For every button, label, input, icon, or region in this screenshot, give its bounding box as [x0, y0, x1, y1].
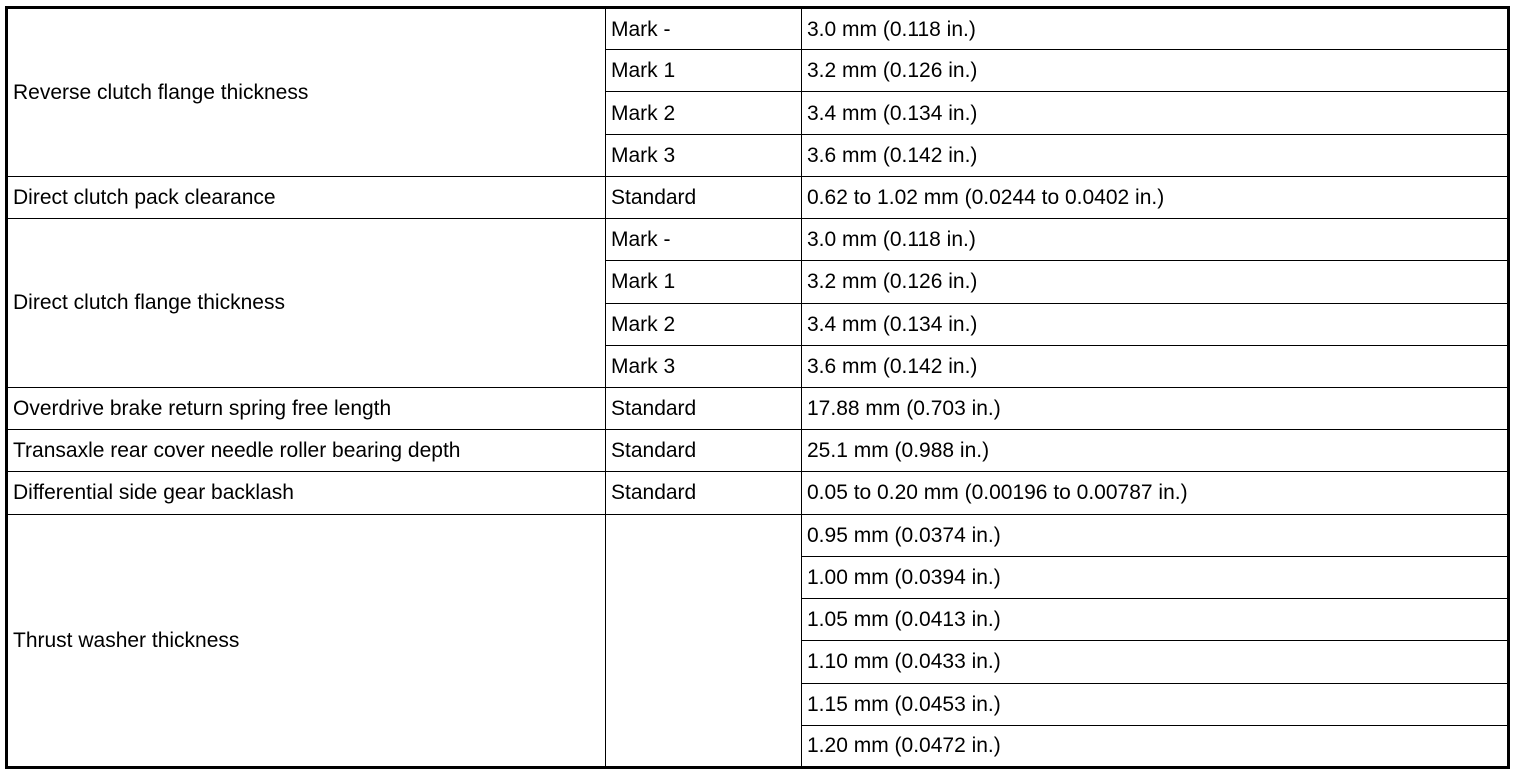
spec-value-cell: 3.2 mm (0.126 in.)	[802, 261, 1509, 303]
spec-value-cell: 0.05 to 0.20 mm (0.00196 to 0.00787 in.)	[802, 472, 1509, 514]
spec-value-cell: 1.05 mm (0.0413 in.)	[802, 599, 1509, 641]
spec-value-cell: 3.2 mm (0.126 in.)	[802, 50, 1509, 92]
spec-value-cell: 3.4 mm (0.134 in.)	[802, 92, 1509, 134]
spec-item-cell: Reverse clutch flange thickness	[7, 8, 606, 177]
spec-value-cell: 17.88 mm (0.703 in.)	[802, 387, 1509, 429]
spec-value-cell: 1.00 mm (0.0394 in.)	[802, 556, 1509, 598]
spec-item-cell: Thrust washer thickness	[7, 514, 606, 767]
spec-value-cell: 3.4 mm (0.134 in.)	[802, 303, 1509, 345]
spec-condition-cell: Standard	[606, 430, 802, 472]
spec-condition-cell	[606, 514, 802, 767]
table-row	[7, 472, 1509, 514]
spec-condition-cell: Mark 2	[606, 303, 802, 345]
table-row	[7, 219, 1509, 261]
spec-value-cell: 25.1 mm (0.988 in.)	[802, 430, 1509, 472]
spec-condition-cell: Mark 2	[606, 92, 802, 134]
spec-condition-cell: Standard	[606, 176, 802, 218]
specification-table	[5, 6, 1510, 769]
spec-value-cell: 0.95 mm (0.0374 in.)	[802, 514, 1509, 556]
spec-condition-cell: Mark 1	[606, 50, 802, 92]
spec-value-cell: 3.6 mm (0.142 in.)	[802, 345, 1509, 387]
spec-item-cell: Differential side gear backlash	[7, 472, 606, 514]
spec-condition-cell: Mark -	[606, 8, 802, 50]
spec-value-cell: 3.0 mm (0.118 in.)	[802, 219, 1509, 261]
spec-item-cell: Direct clutch pack clearance	[7, 176, 606, 218]
spec-item-cell: Overdrive brake return spring free length	[7, 387, 606, 429]
spec-condition-cell: Mark -	[606, 219, 802, 261]
spec-value-cell: 1.10 mm (0.0433 in.)	[802, 641, 1509, 683]
spec-value-cell: 3.0 mm (0.118 in.)	[802, 8, 1509, 50]
spec-condition-cell: Mark 1	[606, 261, 802, 303]
spec-value-cell: 1.15 mm (0.0453 in.)	[802, 683, 1509, 725]
spec-condition-cell: Mark 3	[606, 345, 802, 387]
table-row	[7, 514, 1509, 556]
spec-value-cell: 1.20 mm (0.0472 in.)	[802, 725, 1509, 767]
table-row	[7, 8, 1509, 50]
spec-value-cell: 3.6 mm (0.142 in.)	[802, 134, 1509, 176]
table-row	[7, 430, 1509, 472]
spec-item-cell: Direct clutch flange thickness	[7, 219, 606, 388]
specification-table-body	[7, 8, 1509, 768]
spec-value-cell: 0.62 to 1.02 mm (0.0244 to 0.0402 in.)	[802, 176, 1509, 218]
spec-condition-cell: Mark 3	[606, 134, 802, 176]
spec-condition-cell: Standard	[606, 472, 802, 514]
table-row	[7, 176, 1509, 218]
spec-item-cell: Transaxle rear cover needle roller bearing depth	[7, 430, 606, 472]
spec-condition-cell: Standard	[606, 387, 802, 429]
table-row	[7, 387, 1509, 429]
